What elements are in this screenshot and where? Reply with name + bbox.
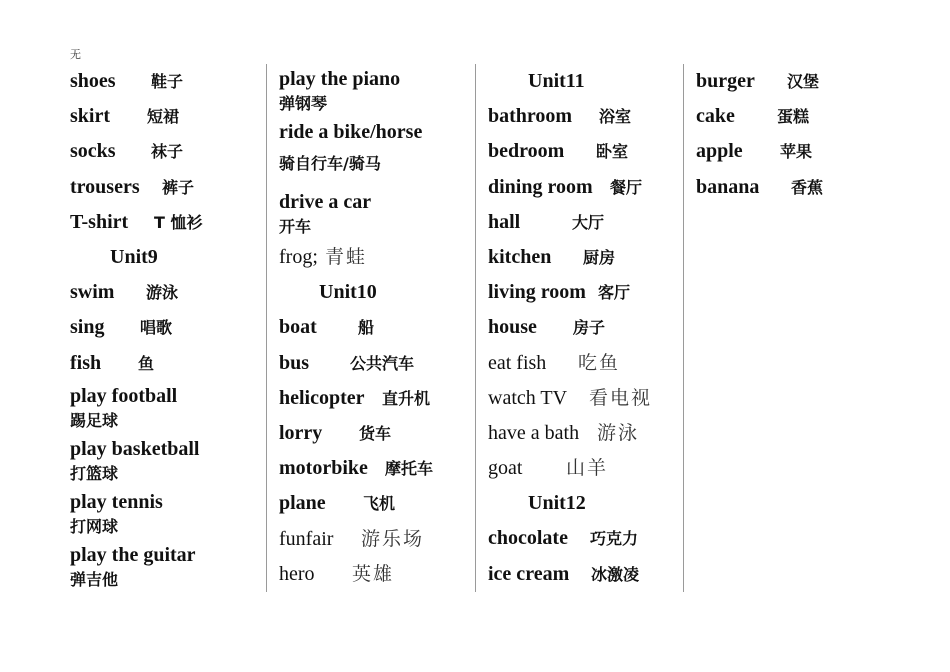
vocab-english: banana <box>696 175 760 198</box>
vocab-chinese: 看电视 <box>589 386 653 409</box>
vocab-row <box>488 451 683 486</box>
vocab-chinese: 货车 <box>359 423 392 443</box>
unit-heading: Unit11 <box>528 70 585 92</box>
vocab-chinese: 飞机 <box>363 494 396 514</box>
vocab-column-2 <box>266 64 475 592</box>
vocab-row <box>279 346 475 381</box>
vocab-chinese: 摩托车 <box>385 459 434 479</box>
vocab-chinese: 短裙 <box>147 107 180 127</box>
vocab-english: socks <box>70 140 116 163</box>
vocab-chinese: 山羊 <box>566 457 609 480</box>
vocab-english: frog; <box>279 246 318 268</box>
vocab-english: bus <box>279 351 310 374</box>
vocab-chinese: 游泳 <box>597 421 640 444</box>
vocab-english: drive a car <box>279 191 372 213</box>
vocab-chinese: 游乐场 <box>361 527 425 550</box>
vocab-english: have a bath <box>488 421 580 444</box>
vocab-chinese: 房子 <box>573 318 606 338</box>
vocab-row <box>488 416 683 451</box>
vocab-english: swim <box>70 281 115 304</box>
vocab-stacked-item <box>279 117 475 187</box>
vocab-chinese: 打篮球 <box>70 463 119 483</box>
vocab-english: play football <box>70 384 178 407</box>
vocab-chinese: 厨房 <box>583 247 616 267</box>
vocab-row <box>488 170 683 205</box>
vocab-row <box>70 64 266 99</box>
vocab-chinese: 鱼 <box>138 353 155 373</box>
vocab-row <box>279 557 475 592</box>
vocab-english: motorbike <box>279 457 368 480</box>
vocab-english: lorry <box>279 421 323 444</box>
vocab-english: chocolate <box>488 527 568 550</box>
vocab-english: eat fish <box>488 351 547 374</box>
vocab-row <box>70 346 266 381</box>
vocab-chinese: 浴室 <box>599 107 632 127</box>
vocab-row <box>279 486 475 521</box>
vocab-english: hall <box>488 210 521 233</box>
vocab-english: burger <box>696 70 755 92</box>
vocab-chinese: 打网球 <box>70 516 119 536</box>
vocab-row <box>488 134 683 169</box>
vocab-row <box>488 275 683 310</box>
vocab-row <box>488 240 683 275</box>
vocab-row <box>279 381 475 416</box>
vocab-english: dining room <box>488 175 593 198</box>
vocab-english: ice cream <box>488 562 570 585</box>
vocab-stacked-item <box>70 540 266 593</box>
vocab-row <box>70 99 266 134</box>
vocab-chinese: 直升机 <box>382 388 431 408</box>
vocab-chinese: 唱歌 <box>140 318 173 338</box>
vocab-row <box>696 64 883 99</box>
vocab-stacked-item <box>70 381 266 434</box>
vocab-chinese: 踢足球 <box>70 410 119 430</box>
vocab-row <box>696 170 883 205</box>
vocab-row <box>70 310 266 345</box>
vocab-chinese: 青蛙 <box>325 246 368 268</box>
vocab-english: trousers <box>70 175 140 198</box>
vocab-english: house <box>488 316 537 339</box>
vocab-english: boat <box>279 316 317 339</box>
vocab-chinese: 苹果 <box>780 142 813 162</box>
vocab-english: fish <box>70 351 102 374</box>
vocab-chinese: 蛋糕 <box>777 107 810 127</box>
vocab-english: sing <box>70 316 105 339</box>
vocab-row <box>488 381 683 416</box>
vocab-column-3 <box>475 64 683 592</box>
vocab-row <box>488 310 683 345</box>
vocab-stacked-item <box>70 434 266 487</box>
vocab-stacked-item <box>70 487 266 540</box>
vocab-chinese: 吃鱼 <box>578 351 621 374</box>
vocab-english: shoes <box>70 70 116 92</box>
vocab-row <box>279 416 475 451</box>
vocab-row <box>70 205 266 240</box>
vocab-chinese: 弹钢琴 <box>279 94 328 113</box>
vocab-english: cake <box>696 105 735 128</box>
vocab-row <box>696 134 883 169</box>
vocab-stacked-item <box>279 64 475 117</box>
vocab-chinese: 裤子 <box>162 177 195 197</box>
vocab-row <box>488 557 683 592</box>
vocab-row <box>488 205 683 240</box>
vocab-row <box>279 522 475 557</box>
vocab-english: plane <box>279 492 326 515</box>
vocab-column-4 <box>683 64 883 592</box>
vocab-english: play basketball <box>70 437 200 460</box>
vocab-chinese: 弹吉他 <box>70 569 119 589</box>
vocab-chinese: 香蕉 <box>791 177 824 197</box>
unit-heading: Unit12 <box>528 492 586 515</box>
vocab-row <box>488 346 683 381</box>
vocab-chinese: 袜子 <box>151 142 184 162</box>
header-mark: 无 <box>70 48 81 61</box>
vocab-english: hero <box>279 562 315 585</box>
vocab-row <box>279 240 475 275</box>
vocab-english: watch TV <box>488 386 568 409</box>
vocab-chinese: 卧室 <box>596 142 629 162</box>
vocab-english: bathroom <box>488 105 573 128</box>
vocab-english: funfair <box>279 527 334 550</box>
vocab-row <box>70 170 266 205</box>
vocab-chinese: 开车 <box>279 217 312 236</box>
vocab-english: play the guitar <box>70 543 196 566</box>
vocab-chinese: 汉堡 <box>787 72 820 91</box>
vocab-english: play tennis <box>70 490 163 513</box>
vocab-english: skirt <box>70 105 110 128</box>
vocab-chinese: 英雄 <box>352 562 395 585</box>
vocab-chinese: 巧克力 <box>590 529 639 549</box>
vocab-chinese: 游泳 <box>146 283 179 303</box>
vocab-english: bedroom <box>488 140 565 163</box>
vocab-chinese: T 恤衫 <box>154 212 203 232</box>
vocab-english: living room <box>488 281 586 304</box>
vocab-stacked-item <box>279 187 475 240</box>
unit-heading: Unit9 <box>110 245 158 268</box>
vocab-english: kitchen <box>488 245 552 268</box>
vocab-row <box>488 99 683 134</box>
vocab-english: T-shirt <box>70 210 129 233</box>
vocab-chinese: 骑自行车/骑马 <box>279 154 381 173</box>
vocab-chinese: 餐厅 <box>610 177 643 197</box>
vocab-chinese: 大厅 <box>572 212 605 232</box>
vocab-column-1 <box>58 64 266 592</box>
vocab-chinese: 客厅 <box>598 283 631 303</box>
vocab-row <box>279 451 475 486</box>
vocab-chinese: 公共汽车 <box>350 353 415 373</box>
unit-heading: Unit10 <box>319 281 377 304</box>
vocab-row <box>70 275 266 310</box>
vocab-row <box>488 521 683 556</box>
vocab-english: helicopter <box>279 386 365 409</box>
vocab-row <box>279 310 475 345</box>
vocab-english: ride a bike/horse <box>279 121 423 143</box>
vocab-english: play the piano <box>279 68 401 90</box>
vocab-row <box>696 99 883 134</box>
vocab-chinese: 冰激凌 <box>591 564 640 584</box>
vocab-chinese: 鞋子 <box>151 72 184 91</box>
vocab-english: apple <box>696 140 743 163</box>
vocab-english: goat <box>488 457 523 480</box>
vocab-chinese: 船 <box>358 318 375 338</box>
vocab-row <box>70 134 266 169</box>
